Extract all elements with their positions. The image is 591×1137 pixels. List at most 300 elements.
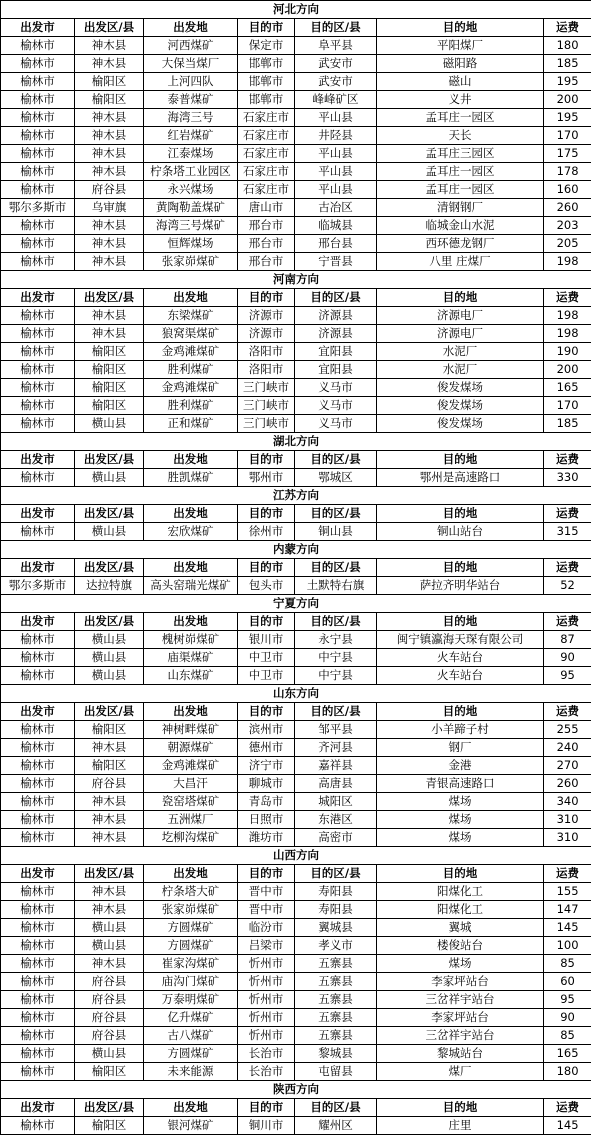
cell-dest-site: 煤厂 <box>377 1063 544 1081</box>
cell-dest-county: 宁晋县 <box>295 253 377 271</box>
cell-freight: 340 <box>544 793 591 811</box>
cell-origin-site: 上河四队 <box>144 73 238 91</box>
cell-dest-city: 聊城市 <box>238 775 295 793</box>
cell-dest-county: 峰峰矿区 <box>295 91 377 109</box>
cell-dest-county: 孝义市 <box>295 937 377 955</box>
cell-dest-county: 宜阳县 <box>295 343 377 361</box>
cell-origin-city: 榆林市 <box>1 811 75 829</box>
cell-origin-city: 榆林市 <box>1 91 75 109</box>
cell-origin-city: 榆林市 <box>1 181 75 199</box>
cell-origin-site: 山东煤矿 <box>144 667 238 685</box>
cell-freight: 165 <box>544 1045 591 1063</box>
cell-dest-site: 小羊蹄子村 <box>377 721 544 739</box>
cell-dest-county: 武安市 <box>295 55 377 73</box>
cell-freight: 90 <box>544 1009 591 1027</box>
cell-dest-county: 耀州区 <box>295 1117 377 1135</box>
cell-dest-city: 济源市 <box>238 325 295 343</box>
header-dest-city: 目的市 <box>238 865 295 883</box>
cell-origin-city: 榆林市 <box>1 757 75 775</box>
cell-dest-city: 石家庄市 <box>238 163 295 181</box>
header-origin-city: 出发市 <box>1 505 75 523</box>
cell-origin-site: 张家峁煤矿 <box>144 253 238 271</box>
cell-freight: 195 <box>544 109 591 127</box>
table-row <box>1 649 591 667</box>
header-dest-city: 目的市 <box>238 613 295 631</box>
cell-origin-city: 榆林市 <box>1 901 75 919</box>
cell-dest-site: 八里 庄煤厂 <box>377 253 544 271</box>
cell-origin-county: 神木县 <box>75 829 144 847</box>
cell-dest-site: 西环德龙钢厂 <box>377 235 544 253</box>
cell-freight: 260 <box>544 199 591 217</box>
cell-origin-city: 榆林市 <box>1 1063 75 1081</box>
cell-origin-city: 榆林市 <box>1 217 75 235</box>
header-origin-county: 出发区/县 <box>75 451 144 469</box>
cell-dest-city: 中卫市 <box>238 667 295 685</box>
cell-origin-county: 神木县 <box>75 145 144 163</box>
section-title: 河南方向 <box>1 271 591 289</box>
freight-rate-table-body <box>1 1 591 1135</box>
table-row <box>1 217 591 235</box>
cell-origin-county: 榆阳区 <box>75 361 144 379</box>
header-origin-county: 出发区/县 <box>75 865 144 883</box>
header-origin-city: 出发市 <box>1 559 75 577</box>
header-dest-county: 目的区/县 <box>295 613 377 631</box>
cell-dest-site: 孟耳庄一园区 <box>377 181 544 199</box>
cell-origin-county: 榆阳区 <box>75 91 144 109</box>
cell-dest-site: 庄里 <box>377 1117 544 1135</box>
header-origin-city: 出发市 <box>1 865 75 883</box>
cell-dest-city: 德州市 <box>238 739 295 757</box>
cell-dest-site: 水泥厂 <box>377 361 544 379</box>
cell-freight: 100 <box>544 937 591 955</box>
table-row <box>1 253 591 271</box>
cell-dest-city: 忻州市 <box>238 991 295 1009</box>
cell-dest-city: 石家庄市 <box>238 127 295 145</box>
header-dest-site: 目的地 <box>377 865 544 883</box>
cell-origin-county: 神木县 <box>75 811 144 829</box>
cell-origin-site: 正和煤矿 <box>144 415 238 433</box>
cell-dest-county: 翼城县 <box>295 919 377 937</box>
table-row <box>1 829 591 847</box>
cell-origin-city: 榆林市 <box>1 343 75 361</box>
cell-freight: 203 <box>544 217 591 235</box>
header-dest-site: 目的地 <box>377 505 544 523</box>
table-row <box>1 379 591 397</box>
cell-dest-city: 石家庄市 <box>238 109 295 127</box>
cell-origin-site: 亿升煤矿 <box>144 1009 238 1027</box>
header-freight: 运费 <box>544 289 591 307</box>
section-title: 陕西方向 <box>1 1081 591 1099</box>
cell-origin-city: 榆林市 <box>1 991 75 1009</box>
cell-origin-city: 榆林市 <box>1 883 75 901</box>
cell-dest-city: 唐山市 <box>238 199 295 217</box>
cell-origin-city: 榆林市 <box>1 361 75 379</box>
table-row <box>1 973 591 991</box>
cell-dest-county: 土默特右旗 <box>295 577 377 595</box>
cell-freight: 315 <box>544 523 591 541</box>
header-freight: 运费 <box>544 559 591 577</box>
cell-dest-county: 邢台县 <box>295 235 377 253</box>
cell-dest-site: 阳煤化工 <box>377 901 544 919</box>
table-row <box>1 577 591 595</box>
cell-dest-county: 齐河县 <box>295 739 377 757</box>
cell-origin-city: 榆林市 <box>1 253 75 271</box>
cell-origin-county: 府谷县 <box>75 991 144 1009</box>
table-row <box>1 955 591 973</box>
cell-origin-city: 榆林市 <box>1 415 75 433</box>
cell-dest-city: 邯郸市 <box>238 73 295 91</box>
cell-origin-county: 府谷县 <box>75 1009 144 1027</box>
header-freight: 运费 <box>544 1099 591 1117</box>
cell-dest-county: 中宁县 <box>295 667 377 685</box>
cell-dest-city: 青岛市 <box>238 793 295 811</box>
cell-dest-city: 日照市 <box>238 811 295 829</box>
cell-origin-city: 榆林市 <box>1 235 75 253</box>
header-origin-city: 出发市 <box>1 451 75 469</box>
cell-dest-county: 寿阳县 <box>295 901 377 919</box>
cell-freight: 198 <box>544 307 591 325</box>
cell-dest-site: 黎城站台 <box>377 1045 544 1063</box>
cell-origin-county: 榆阳区 <box>75 721 144 739</box>
header-freight: 运费 <box>544 451 591 469</box>
cell-origin-county: 横山县 <box>75 469 144 487</box>
cell-origin-site: 万泰明煤矿 <box>144 991 238 1009</box>
cell-dest-city: 晋中市 <box>238 901 295 919</box>
cell-origin-county: 横山县 <box>75 631 144 649</box>
cell-dest-site: 俊发煤场 <box>377 379 544 397</box>
header-dest-city: 目的市 <box>238 289 295 307</box>
cell-dest-city: 包头市 <box>238 577 295 595</box>
cell-origin-site: 大保当煤厂 <box>144 55 238 73</box>
section-title: 宁夏方向 <box>1 595 591 613</box>
cell-dest-city: 邢台市 <box>238 235 295 253</box>
header-freight: 运费 <box>544 19 591 37</box>
cell-origin-county: 府谷县 <box>75 1027 144 1045</box>
cell-dest-county: 井陉县 <box>295 127 377 145</box>
cell-origin-city: 榆林市 <box>1 721 75 739</box>
header-dest-site: 目的地 <box>377 289 544 307</box>
table-row <box>1 55 591 73</box>
header-origin-city: 出发市 <box>1 613 75 631</box>
cell-dest-city: 石家庄市 <box>238 145 295 163</box>
cell-dest-city: 鄂州市 <box>238 469 295 487</box>
table-row <box>1 1009 591 1027</box>
cell-origin-county: 神木县 <box>75 793 144 811</box>
section-title-row <box>1 541 591 559</box>
header-dest-site: 目的地 <box>377 559 544 577</box>
header-dest-site: 目的地 <box>377 451 544 469</box>
cell-origin-city: 榆林市 <box>1 469 75 487</box>
cell-origin-county: 横山县 <box>75 919 144 937</box>
cell-origin-site: 庙沟门煤矿 <box>144 973 238 991</box>
header-dest-county: 目的区/县 <box>295 289 377 307</box>
table-row <box>1 145 591 163</box>
cell-dest-site: 翼城 <box>377 919 544 937</box>
cell-origin-county: 横山县 <box>75 415 144 433</box>
cell-origin-county: 神木县 <box>75 883 144 901</box>
table-row <box>1 667 591 685</box>
cell-dest-site: 钢厂 <box>377 739 544 757</box>
cell-origin-city: 榆林市 <box>1 649 75 667</box>
cell-dest-site: 天长 <box>377 127 544 145</box>
cell-freight: 270 <box>544 757 591 775</box>
cell-dest-county: 五寨县 <box>295 1027 377 1045</box>
cell-freight: 198 <box>544 253 591 271</box>
cell-freight: 147 <box>544 901 591 919</box>
cell-dest-site: 三岔祥宇站台 <box>377 991 544 1009</box>
cell-origin-city: 榆林市 <box>1 145 75 163</box>
cell-freight: 145 <box>544 1117 591 1135</box>
cell-dest-county: 五寨县 <box>295 991 377 1009</box>
header-origin-county: 出发区/县 <box>75 289 144 307</box>
header-dest-site: 目的地 <box>377 19 544 37</box>
cell-dest-county: 屯留县 <box>295 1063 377 1081</box>
cell-origin-site: 瓷窑塔煤矿 <box>144 793 238 811</box>
cell-dest-site: 孟耳庄三园区 <box>377 145 544 163</box>
section-title: 江苏方向 <box>1 487 591 505</box>
header-dest-city: 目的市 <box>238 451 295 469</box>
cell-dest-county: 高唐县 <box>295 775 377 793</box>
cell-origin-city: 榆林市 <box>1 973 75 991</box>
table-row <box>1 361 591 379</box>
cell-freight: 310 <box>544 811 591 829</box>
cell-origin-site: 红岩煤矿 <box>144 127 238 145</box>
cell-origin-city: 榆林市 <box>1 829 75 847</box>
header-dest-city: 目的市 <box>238 559 295 577</box>
cell-origin-city: 榆林市 <box>1 73 75 91</box>
cell-origin-site: 方圆煤矿 <box>144 1045 238 1063</box>
header-dest-site: 目的地 <box>377 703 544 721</box>
table-row <box>1 1063 591 1081</box>
cell-freight: 145 <box>544 919 591 937</box>
cell-origin-site: 未来能源 <box>144 1063 238 1081</box>
section-title-row <box>1 847 591 865</box>
cell-dest-city: 邢台市 <box>238 253 295 271</box>
header-dest-county: 目的区/县 <box>295 559 377 577</box>
cell-dest-county: 临城县 <box>295 217 377 235</box>
cell-origin-site: 神树畔煤矿 <box>144 721 238 739</box>
header-origin-site: 出发地 <box>144 613 238 631</box>
cell-dest-city: 邯郸市 <box>238 91 295 109</box>
table-row <box>1 523 591 541</box>
cell-freight: 170 <box>544 127 591 145</box>
cell-dest-county: 平山县 <box>295 109 377 127</box>
cell-dest-city: 临汾市 <box>238 919 295 937</box>
table-row <box>1 343 591 361</box>
cell-dest-county: 平山县 <box>295 163 377 181</box>
cell-origin-county: 神木县 <box>75 127 144 145</box>
table-row <box>1 37 591 55</box>
cell-origin-city: 榆林市 <box>1 163 75 181</box>
cell-dest-city: 吕梁市 <box>238 937 295 955</box>
table-row <box>1 937 591 955</box>
cell-dest-county: 义马市 <box>295 415 377 433</box>
cell-dest-city: 中卫市 <box>238 649 295 667</box>
cell-dest-site: 金港 <box>377 757 544 775</box>
cell-freight: 195 <box>544 73 591 91</box>
header-row <box>1 865 591 883</box>
header-origin-county: 出发区/县 <box>75 559 144 577</box>
section-title: 内蒙方向 <box>1 541 591 559</box>
cell-dest-city: 洛阳市 <box>238 343 295 361</box>
cell-dest-county: 铜山县 <box>295 523 377 541</box>
header-origin-site: 出发地 <box>144 451 238 469</box>
cell-dest-county: 平山县 <box>295 181 377 199</box>
cell-freight: 175 <box>544 145 591 163</box>
cell-origin-site: 方圆煤矿 <box>144 919 238 937</box>
cell-dest-county: 中宁县 <box>295 649 377 667</box>
cell-origin-site: 海湾三号 <box>144 109 238 127</box>
cell-dest-site: 煤场 <box>377 793 544 811</box>
section-title-row <box>1 271 591 289</box>
cell-freight: 95 <box>544 991 591 1009</box>
cell-origin-county: 神木县 <box>75 235 144 253</box>
cell-origin-county: 神木县 <box>75 955 144 973</box>
header-dest-site: 目的地 <box>377 1099 544 1117</box>
cell-dest-site: 三岔祥宇站台 <box>377 1027 544 1045</box>
table-row <box>1 325 591 343</box>
cell-dest-site: 俊发煤场 <box>377 415 544 433</box>
cell-dest-county: 五寨县 <box>295 973 377 991</box>
cell-origin-county: 神木县 <box>75 37 144 55</box>
cell-dest-city: 三门峡市 <box>238 397 295 415</box>
header-dest-county: 目的区/县 <box>295 703 377 721</box>
cell-dest-city: 济宁市 <box>238 757 295 775</box>
table-row <box>1 397 591 415</box>
cell-dest-city: 长治市 <box>238 1045 295 1063</box>
cell-origin-county: 神木县 <box>75 325 144 343</box>
header-origin-county: 出发区/县 <box>75 613 144 631</box>
cell-dest-county: 嘉祥县 <box>295 757 377 775</box>
cell-origin-county: 府谷县 <box>75 775 144 793</box>
cell-origin-site: 胜利煤矿 <box>144 361 238 379</box>
cell-freight: 52 <box>544 577 591 595</box>
header-freight: 运费 <box>544 613 591 631</box>
cell-dest-city: 邢台市 <box>238 217 295 235</box>
header-origin-site: 出发地 <box>144 703 238 721</box>
cell-origin-site: 朝源煤矿 <box>144 739 238 757</box>
cell-origin-county: 榆阳区 <box>75 1117 144 1135</box>
cell-dest-city: 长治市 <box>238 1063 295 1081</box>
cell-dest-site: 俊发煤场 <box>377 397 544 415</box>
header-freight: 运费 <box>544 505 591 523</box>
cell-origin-site: 张家峁煤矿 <box>144 901 238 919</box>
cell-origin-city: 榆林市 <box>1 739 75 757</box>
cell-origin-site: 海湾三号煤矿 <box>144 217 238 235</box>
header-row <box>1 1099 591 1117</box>
header-dest-county: 目的区/县 <box>295 451 377 469</box>
cell-origin-site: 庙渠煤矿 <box>144 649 238 667</box>
cell-dest-county: 武安市 <box>295 73 377 91</box>
cell-origin-site: 金鸡滩煤矿 <box>144 757 238 775</box>
header-dest-site: 目的地 <box>377 613 544 631</box>
section-title-row <box>1 595 591 613</box>
header-origin-city: 出发市 <box>1 289 75 307</box>
table-row <box>1 757 591 775</box>
cell-origin-county: 横山县 <box>75 649 144 667</box>
cell-dest-city: 济源市 <box>238 307 295 325</box>
cell-dest-site: 水泥厂 <box>377 343 544 361</box>
cell-origin-county: 府谷县 <box>75 181 144 199</box>
cell-dest-site: 青银高速路口 <box>377 775 544 793</box>
header-row <box>1 703 591 721</box>
cell-origin-county: 横山县 <box>75 523 144 541</box>
cell-origin-site: 古八煤矿 <box>144 1027 238 1045</box>
cell-dest-county: 高密市 <box>295 829 377 847</box>
cell-origin-site: 宏欣煤矿 <box>144 523 238 541</box>
table-row <box>1 883 591 901</box>
cell-dest-county: 五寨县 <box>295 1009 377 1027</box>
table-row <box>1 307 591 325</box>
cell-origin-site: 永兴煤场 <box>144 181 238 199</box>
cell-dest-city: 保定市 <box>238 37 295 55</box>
header-origin-county: 出发区/县 <box>75 1099 144 1117</box>
cell-freight: 200 <box>544 91 591 109</box>
table-row <box>1 1045 591 1063</box>
cell-origin-city: 榆林市 <box>1 1117 75 1135</box>
cell-dest-site: 铜山站台 <box>377 523 544 541</box>
cell-origin-site: 高头窑瑞光煤矿 <box>144 577 238 595</box>
header-freight: 运费 <box>544 865 591 883</box>
cell-origin-city: 榆林市 <box>1 523 75 541</box>
cell-freight: 180 <box>544 1063 591 1081</box>
table-row <box>1 991 591 1009</box>
cell-origin-site: 槐树峁煤矿 <box>144 631 238 649</box>
cell-origin-county: 神木县 <box>75 307 144 325</box>
cell-origin-city: 榆林市 <box>1 1045 75 1063</box>
cell-dest-city: 三门峡市 <box>238 415 295 433</box>
table-row <box>1 811 591 829</box>
table-row <box>1 901 591 919</box>
cell-origin-site: 柠条塔大矿 <box>144 883 238 901</box>
cell-dest-city: 洛阳市 <box>238 361 295 379</box>
cell-origin-site: 崔家沟煤矿 <box>144 955 238 973</box>
cell-freight: 330 <box>544 469 591 487</box>
section-title-row <box>1 433 591 451</box>
cell-dest-county: 鄂城区 <box>295 469 377 487</box>
cell-dest-site: 闽宁镇瀛海天琛有限公司 <box>377 631 544 649</box>
table-row <box>1 199 591 217</box>
cell-dest-site: 阳煤化工 <box>377 883 544 901</box>
table-row <box>1 109 591 127</box>
cell-origin-county: 横山县 <box>75 667 144 685</box>
cell-origin-site: 江泰煤场 <box>144 145 238 163</box>
cell-freight: 255 <box>544 721 591 739</box>
cell-origin-city: 榆林市 <box>1 919 75 937</box>
cell-origin-county: 乌审旗 <box>75 199 144 217</box>
cell-origin-city: 榆林市 <box>1 955 75 973</box>
header-origin-site: 出发地 <box>144 505 238 523</box>
header-dest-city: 目的市 <box>238 505 295 523</box>
cell-dest-city: 铜川市 <box>238 1117 295 1135</box>
cell-origin-city: 鄂尔多斯市 <box>1 199 75 217</box>
header-origin-city: 出发市 <box>1 19 75 37</box>
cell-freight: 185 <box>544 415 591 433</box>
cell-freight: 85 <box>544 955 591 973</box>
table-row <box>1 415 591 433</box>
cell-origin-county: 榆阳区 <box>75 343 144 361</box>
cell-freight: 85 <box>544 1027 591 1045</box>
cell-origin-site: 胜凯煤矿 <box>144 469 238 487</box>
cell-dest-site: 楼俊站台 <box>377 937 544 955</box>
header-origin-site: 出发地 <box>144 1099 238 1117</box>
cell-freight: 95 <box>544 667 591 685</box>
cell-freight: 190 <box>544 343 591 361</box>
section-title: 山东方向 <box>1 685 591 703</box>
cell-origin-city: 榆林市 <box>1 325 75 343</box>
cell-origin-site: 金鸡滩煤矿 <box>144 343 238 361</box>
header-row <box>1 505 591 523</box>
